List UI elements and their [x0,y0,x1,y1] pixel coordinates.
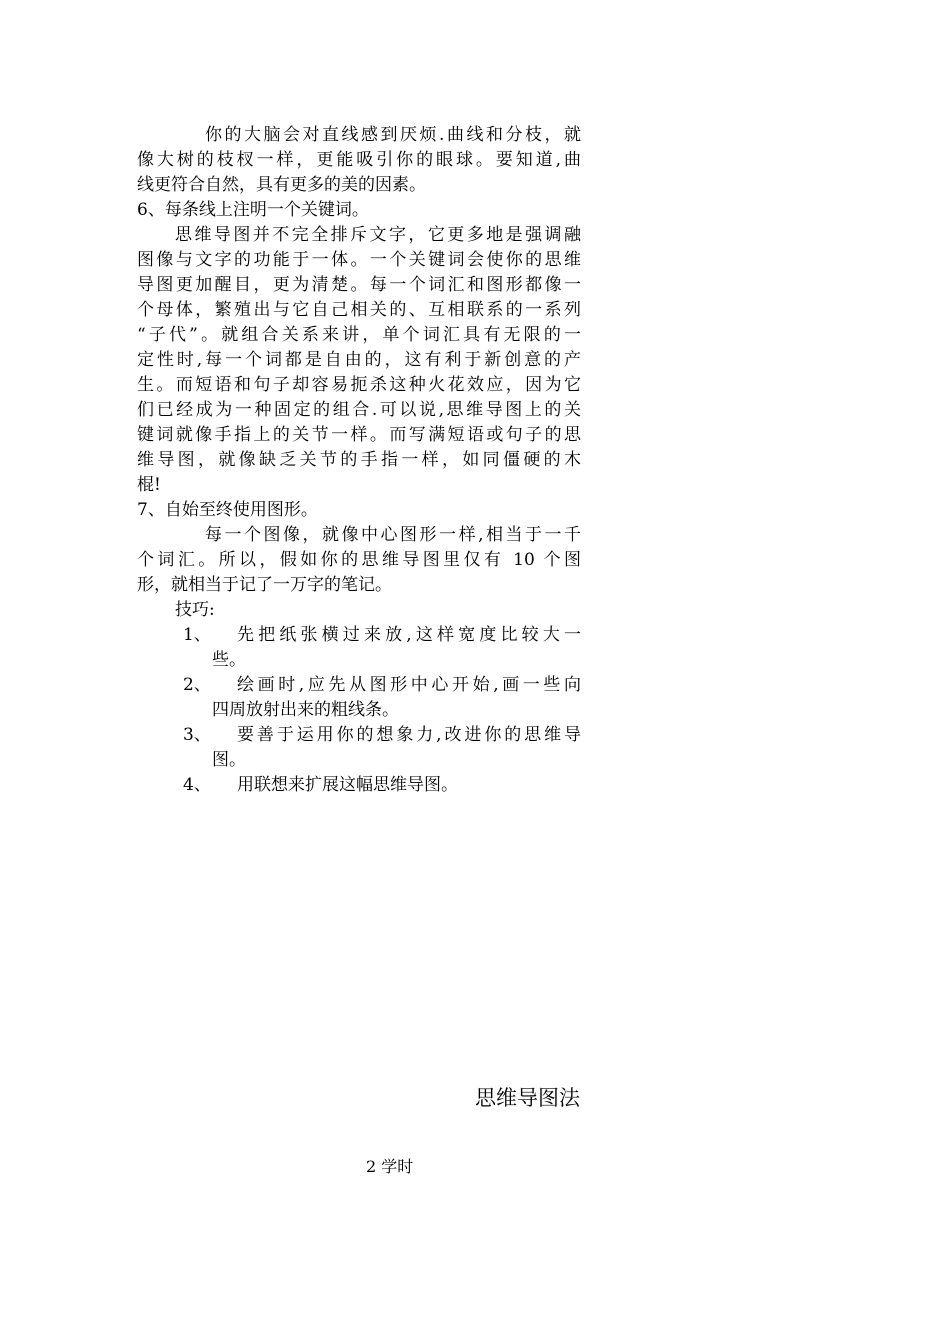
para-keywords-line-7: 生。而短语和句子却容易扼杀这种火花效应，因为它 [137,375,581,395]
para-keywords-line-1: 思维导图并不完全排斥文字，它更多地是强调融 [175,225,581,245]
para-curves-line-3: 线更符合自然，具有更多的美的因素。 [137,175,426,195]
tip-text-continued: 些。 [212,650,246,670]
tip-text-continued: 图。 [212,750,246,770]
para-keywords-line-6: 定性时,每一个词都是自由的，这有利于新创意的产 [137,350,581,370]
tip-number: 3、 [183,725,211,745]
tip-number: 1、 [183,625,211,645]
para-keywords-line-2: 图像与文字的功能于一体。一个关键词会使你的思维 [137,250,581,270]
tip-text: 用联想来扩展这幅思维导图。 [237,775,458,795]
footer-hours: 2 学时 [366,1157,414,1176]
para-images-line-3: 形，就相当于记了一万字的笔记。 [137,575,392,595]
tips-label: 技巧: [175,600,215,620]
tip-text-continued: 四周放射出来的粗线条。 [212,700,399,720]
para-keywords-line-3: 导图更加醒目，更为清楚。每一个词汇和图形都像一 [137,275,581,295]
tip-text: 要善于运用你的想象力,改进你的思维导 [237,725,581,745]
footer-title: 思维导图法 [475,1086,580,1110]
item7-heading: 7、自始至终使用图形。 [137,500,318,520]
tip-text: 绘画时,应先从图形中心开始,画一些向 [237,675,581,695]
tip-text: 先把纸张横过来放,这样宽度比较大一 [237,625,581,645]
tip-number: 2、 [183,675,211,695]
para-keywords-line-5: “子代”。就组合关系来讲，单个词汇具有无限的一 [137,325,581,345]
para-keywords-line-4: 个母体，繁殖出与它自己相关的、互相联系的一系列 [137,300,581,320]
para-keywords-line-9: 键词就像手指上的关节一样。而写满短语或句子的思 [137,425,581,445]
para-keywords-line-10: 维导图，就像缺乏关节的手指一样，如同僵硬的木 [137,450,581,470]
tip-number: 4、 [183,775,211,795]
para-keywords-line-8: 们已经成为一种固定的组合.可以说,思维导图上的关 [137,400,581,420]
para-images-line-1: 每一个图像，就像中心图形一样,相当于一千 [205,525,581,545]
para-curves-line-2: 像大树的枝杈一样，更能吸引你的眼球。要知道,曲 [137,150,581,170]
para-curves-line-1: 你的大脑会对直线感到厌烦.曲线和分枝，就 [205,125,581,145]
item6-heading: 6、每条线上注明一个关键词。 [137,200,369,220]
para-images-line-2: 个词汇。所以，假如你的思维导图里仅有 10 个图 [137,550,581,570]
para-keywords-line-11: 棍! [137,475,161,495]
